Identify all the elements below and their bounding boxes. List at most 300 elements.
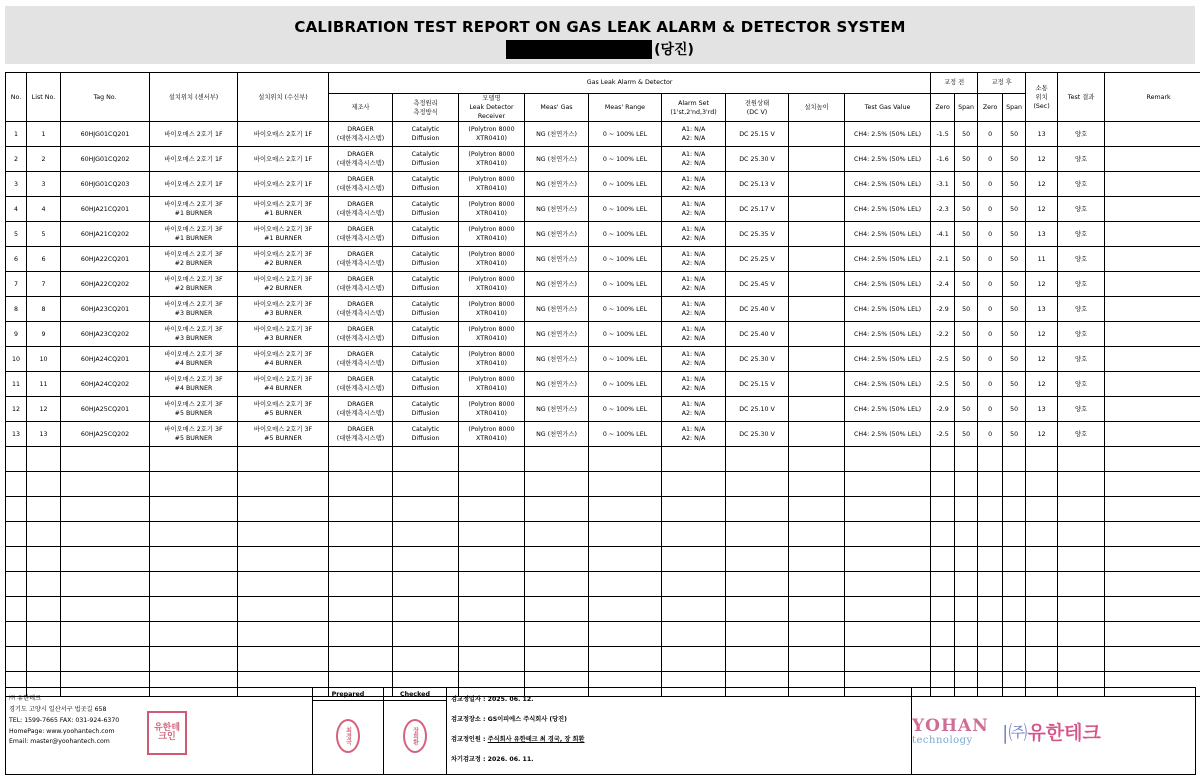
- calibration-table: [5, 72, 1200, 697]
- row-maker: [329, 222, 393, 247]
- header-test-result: Test 결과: [1058, 73, 1105, 122]
- calibration-personnel-names: 주식회사 유한테크 최 경국, 장 희환: [487, 736, 585, 743]
- empty-cell: [1058, 522, 1105, 547]
- empty-cell: [1058, 447, 1105, 472]
- row-alarm-set: [662, 197, 726, 222]
- redacted-block: [506, 40, 652, 59]
- row-after-span: 50: [1003, 272, 1026, 297]
- row-list-no: 3: [27, 172, 61, 197]
- row-install-height: [789, 322, 845, 347]
- row-method: [393, 222, 459, 247]
- empty-cell: [978, 522, 1003, 547]
- empty-cell: [329, 572, 393, 597]
- empty-table-row: [6, 597, 1200, 622]
- row-method-line2: Diffusion: [411, 210, 440, 218]
- row-before-span: 50: [955, 122, 978, 147]
- row-alarm-set: [662, 122, 726, 147]
- row-sensor-location-line2: #3 BURNER: [174, 335, 213, 343]
- row-sensor-location: [150, 222, 238, 247]
- empty-cell: [329, 547, 393, 572]
- row-alarm-set-line1: A1: N/A: [681, 251, 706, 259]
- empty-cell: [6, 472, 27, 497]
- row-alarm-set-line1: A1: N/A: [681, 301, 706, 309]
- row-maker-line1: DRAGER: [347, 176, 374, 184]
- row-model-line1: (Polytron 8000: [468, 276, 515, 284]
- header-model-line2: Leak Detector: [469, 104, 514, 112]
- logo-korean: 유한테크: [1027, 722, 1101, 744]
- row-maker-line2: (대한계측시스템): [336, 135, 385, 143]
- row-sensor-location-line2: #5 BURNER: [174, 410, 213, 418]
- header-model-line3: Receiver: [477, 113, 506, 121]
- row-maker-line1: DRAGER: [347, 426, 374, 434]
- row-after-zero: 0: [978, 372, 1003, 397]
- row-list-no: 11: [27, 372, 61, 397]
- empty-cell: [329, 472, 393, 497]
- empty-cell: [27, 547, 61, 572]
- row-alarm-set-line1: A1: N/A: [681, 151, 706, 159]
- row-before-span: 50: [955, 172, 978, 197]
- row-before-zero: -1.5: [931, 122, 955, 147]
- empty-table-row: [6, 447, 1200, 472]
- row-test-gas: CH4: 2.5% (50% LEL): [845, 172, 931, 197]
- empty-cell: [955, 547, 978, 572]
- row-method-line2: Diffusion: [411, 410, 440, 418]
- row-receiver-location: [238, 222, 329, 247]
- row-test-result: 양호: [1058, 322, 1105, 347]
- header-list-no: List No.: [27, 73, 61, 122]
- empty-cell: [1058, 647, 1105, 672]
- row-alarm-set-line2: A2: N/A: [681, 385, 706, 393]
- table-row: [6, 172, 1200, 197]
- row-tag-no: 60HJA23CQ202: [61, 322, 150, 347]
- row-tag-no: 60HJG01CQ202: [61, 147, 150, 172]
- empty-cell: [726, 447, 789, 472]
- empty-cell: [27, 522, 61, 547]
- empty-cell: [1105, 472, 1200, 497]
- empty-cell: [6, 597, 27, 622]
- row-receiver-location: [238, 147, 329, 172]
- row-after-span: 50: [1003, 322, 1026, 347]
- row-before-zero: -2.5: [931, 372, 955, 397]
- row-sensor-location-line1: 바이오매스 2호기 3F: [164, 301, 223, 309]
- empty-cell: [978, 472, 1003, 497]
- row-maker: [329, 122, 393, 147]
- empty-cell: [61, 497, 150, 522]
- checked-label: Checked: [384, 688, 446, 701]
- row-model: [459, 397, 525, 422]
- row-meas-gas: NG (천연가스): [525, 122, 589, 147]
- calibration-info: [447, 688, 912, 775]
- row-receiver-location-line1: 바이오매스 2호기 1F: [253, 130, 313, 138]
- empty-cell: [1058, 472, 1105, 497]
- row-receiver-location: [238, 347, 329, 372]
- row-test-gas: CH4: 2.5% (50% LEL): [845, 397, 931, 422]
- empty-cell: [459, 572, 525, 597]
- empty-cell: [525, 522, 589, 547]
- row-maker-line2: (대한계측시스템): [336, 210, 385, 218]
- row-remark: [1105, 272, 1200, 297]
- header-power-line2: (DC V): [746, 108, 768, 116]
- row-maker-line2: (대한계측시스템): [336, 385, 385, 393]
- row-after-zero: 0: [978, 297, 1003, 322]
- header-response-line1: 소통: [1035, 84, 1048, 92]
- empty-cell: [27, 572, 61, 597]
- row-list-no: 13: [27, 422, 61, 447]
- row-meas-range: 0 ~ 100% LEL: [589, 397, 662, 422]
- row-before-zero: -2.5: [931, 347, 955, 372]
- row-method: [393, 122, 459, 147]
- empty-cell: [1058, 497, 1105, 522]
- row-model-line1: (Polytron 8000: [468, 351, 515, 359]
- row-alarm-set-line1: A1: N/A: [681, 376, 706, 384]
- row-before-span: 50: [955, 422, 978, 447]
- row-test-gas: CH4: 2.5% (50% LEL): [845, 222, 931, 247]
- empty-table-row: [6, 497, 1200, 522]
- empty-cell: [393, 522, 459, 547]
- site-suffix: (당진): [654, 42, 694, 58]
- header-power: [726, 94, 789, 122]
- row-alarm-set-line2: A2: N/A: [681, 360, 706, 368]
- row-alarm-set-line1: A1: N/A: [681, 401, 706, 409]
- row-model-line1: (Polytron 8000: [468, 301, 515, 309]
- empty-cell: [789, 572, 845, 597]
- empty-cell: [61, 472, 150, 497]
- checked-cell: [384, 688, 447, 775]
- row-model-line2: XTR0410): [476, 335, 507, 343]
- empty-cell: [329, 447, 393, 472]
- empty-cell: [955, 572, 978, 597]
- row-receiver-location: [238, 422, 329, 447]
- row-list-no: 9: [27, 322, 61, 347]
- empty-cell: [978, 647, 1003, 672]
- empty-cell: [726, 647, 789, 672]
- empty-cell: [978, 622, 1003, 647]
- empty-cell: [6, 547, 27, 572]
- empty-cell: [238, 597, 329, 622]
- row-method-line2: Diffusion: [411, 285, 440, 293]
- row-after-zero: 0: [978, 322, 1003, 347]
- row-model-line2: XTR0410): [476, 235, 507, 243]
- empty-cell: [662, 597, 726, 622]
- row-model: [459, 222, 525, 247]
- row-method-line1: Catalytic: [411, 251, 440, 259]
- row-sensor-location-line1: 바이오매스 2호기 3F: [164, 376, 223, 384]
- row-list-no: 6: [27, 247, 61, 272]
- yohan-logo: [912, 718, 989, 746]
- empty-cell: [789, 547, 845, 572]
- empty-cell: [393, 647, 459, 672]
- row-method-line2: Diffusion: [411, 385, 440, 393]
- empty-cell: [662, 622, 726, 647]
- empty-cell: [1003, 647, 1026, 672]
- row-response: 12: [1026, 147, 1058, 172]
- row-test-gas: CH4: 2.5% (50% LEL): [845, 122, 931, 147]
- row-after-span: 50: [1003, 247, 1026, 272]
- row-power: DC 25.35 V: [726, 222, 789, 247]
- header-after-cal: 교정 후: [978, 73, 1026, 94]
- empty-cell: [61, 522, 150, 547]
- row-alarm-set-line2: A2: N/A: [681, 335, 706, 343]
- row-remark: [1105, 172, 1200, 197]
- row-before-zero: -2.2: [931, 322, 955, 347]
- row-model-line1: (Polytron 8000: [468, 201, 515, 209]
- calibration-personnel: [451, 734, 911, 754]
- table-row: [6, 222, 1200, 247]
- empty-cell: [1058, 597, 1105, 622]
- row-model-line2: XTR0410): [476, 310, 507, 318]
- empty-cell: [238, 547, 329, 572]
- calibration-personnel-label: 검교정인원 :: [451, 736, 488, 743]
- row-install-height: [789, 172, 845, 197]
- row-before-span: 50: [955, 272, 978, 297]
- row-meas-range: 0 ~ 100% LEL: [589, 322, 662, 347]
- row-list-no: 8: [27, 297, 61, 322]
- row-alarm-set-line1: A1: N/A: [681, 276, 706, 284]
- header-after-span: Span: [1003, 94, 1026, 122]
- row-sensor-location-line1: 바이오매스 2호기 1F: [164, 155, 223, 163]
- empty-cell: [1105, 622, 1200, 647]
- row-sensor-location-line1: 바이오매스 2호기 3F: [164, 351, 223, 359]
- row-tag-no: 60HJA23CQ201: [61, 297, 150, 322]
- row-model-line1: (Polytron 8000: [468, 226, 515, 234]
- row-list-no: 1: [27, 122, 61, 147]
- row-maker-line1: DRAGER: [347, 401, 374, 409]
- row-receiver-location: [238, 372, 329, 397]
- empty-cell: [27, 472, 61, 497]
- row-alarm-set-line1: A1: N/A: [681, 226, 706, 234]
- row-maker-line2: (대한계측시스템): [336, 410, 385, 418]
- row-maker: [329, 297, 393, 322]
- empty-cell: [662, 647, 726, 672]
- empty-cell: [589, 647, 662, 672]
- row-remark: [1105, 222, 1200, 247]
- row-no: 13: [6, 422, 27, 447]
- row-power: DC 25.15 V: [726, 122, 789, 147]
- row-meas-range: 0 ~ 100% LEL: [589, 172, 662, 197]
- table-row: [6, 422, 1200, 447]
- row-meas-gas: NG (천연가스): [525, 372, 589, 397]
- row-no: 3: [6, 172, 27, 197]
- row-meas-range: 0 ~ 100% LEL: [589, 272, 662, 297]
- row-alarm-set-line2: A2: N/A: [681, 210, 706, 218]
- header-before-zero: Zero: [931, 94, 955, 122]
- next-calibration-date: 차기검교정 : 2026. 06. 11.: [451, 756, 534, 763]
- empty-cell: [238, 647, 329, 672]
- empty-cell: [1026, 547, 1058, 572]
- row-sensor-location: [150, 122, 238, 147]
- row-model-line2: XTR0410): [476, 385, 507, 393]
- row-receiver-location-line2: #1 BURNER: [264, 210, 302, 218]
- row-meas-range: 0 ~ 100% LEL: [589, 122, 662, 147]
- row-sensor-location-line1: 바이오매스 2호기 3F: [164, 276, 223, 284]
- row-meas-gas: NG (천연가스): [525, 347, 589, 372]
- row-before-zero: -3.1: [931, 172, 955, 197]
- row-test-result: 양호: [1058, 122, 1105, 147]
- row-before-zero: -2.4: [931, 272, 955, 297]
- row-sensor-location: [150, 172, 238, 197]
- row-list-no: 7: [27, 272, 61, 297]
- header-meas-gas: Meas' Gas: [525, 94, 589, 122]
- row-no: 10: [6, 347, 27, 372]
- row-receiver-location-line2: #3 BURNER: [264, 335, 302, 343]
- empty-cell: [726, 522, 789, 547]
- empty-cell: [525, 622, 589, 647]
- prepared-label: Prepared: [313, 688, 383, 701]
- row-alarm-set: [662, 272, 726, 297]
- empty-cell: [393, 572, 459, 597]
- row-receiver-location: [238, 122, 329, 147]
- row-alarm-set-line2: A2: N/A: [681, 135, 706, 143]
- row-tag-no: 60HJG01CQ203: [61, 172, 150, 197]
- row-remark: [1105, 397, 1200, 422]
- empty-cell: [955, 597, 978, 622]
- empty-cell: [459, 547, 525, 572]
- row-maker-line1: DRAGER: [347, 301, 374, 309]
- empty-cell: [789, 472, 845, 497]
- empty-cell: [589, 447, 662, 472]
- header-power-line1: 전원상태: [744, 99, 770, 107]
- empty-cell: [238, 622, 329, 647]
- row-model-line1: (Polytron 8000: [468, 151, 515, 159]
- row-receiver-location: [238, 322, 329, 347]
- row-after-span: 50: [1003, 122, 1026, 147]
- empty-cell: [978, 497, 1003, 522]
- empty-cell: [1003, 572, 1026, 597]
- empty-cell: [726, 597, 789, 622]
- row-receiver-location-line2: #5 BURNER: [264, 410, 302, 418]
- row-model-line1: (Polytron 8000: [468, 176, 515, 184]
- empty-cell: [6, 622, 27, 647]
- row-test-gas: CH4: 2.5% (50% LEL): [845, 272, 931, 297]
- row-receiver-location-line2: #1 BURNER: [264, 235, 302, 243]
- row-alarm-set-line1: A1: N/A: [681, 126, 706, 134]
- empty-cell: [845, 622, 931, 647]
- empty-cell: [931, 597, 955, 622]
- empty-cell: [845, 597, 931, 622]
- row-model: [459, 322, 525, 347]
- row-alarm-set-line2: A2: N/A: [681, 410, 706, 418]
- row-maker-line1: DRAGER: [347, 226, 374, 234]
- row-sensor-location: [150, 397, 238, 422]
- row-sensor-location-line2: #2 BURNER: [174, 260, 213, 268]
- company-stamp-icon: 유한테크인: [147, 711, 187, 755]
- row-install-height: [789, 422, 845, 447]
- empty-cell: [329, 497, 393, 522]
- header-alarm-line2: (1'st,2'nd,3'rd): [670, 108, 717, 116]
- row-receiver-location: [238, 172, 329, 197]
- empty-cell: [238, 522, 329, 547]
- row-before-zero: -2.5: [931, 422, 955, 447]
- row-power: DC 25.30 V: [726, 147, 789, 172]
- row-alarm-set: [662, 372, 726, 397]
- header-method: [393, 94, 459, 122]
- row-power: DC 25.15 V: [726, 372, 789, 397]
- company-homepage: HomePage: www.yoohantech.com: [9, 727, 115, 735]
- empty-cell: [1003, 497, 1026, 522]
- empty-cell: [589, 497, 662, 522]
- empty-cell: [393, 622, 459, 647]
- empty-cell: [27, 622, 61, 647]
- row-after-zero: 0: [978, 397, 1003, 422]
- row-alarm-set: [662, 247, 726, 272]
- row-test-gas: CH4: 2.5% (50% LEL): [845, 297, 931, 322]
- header-alarm-line1: Alarm Set: [678, 99, 709, 107]
- row-method-line1: Catalytic: [411, 226, 440, 234]
- header-receiver-location: 설치위치 (수신부): [238, 73, 329, 122]
- row-before-span: 50: [955, 322, 978, 347]
- row-install-height: [789, 247, 845, 272]
- row-maker: [329, 322, 393, 347]
- row-maker: [329, 272, 393, 297]
- empty-table-row: [6, 547, 1200, 572]
- row-model: [459, 347, 525, 372]
- row-install-height: [789, 297, 845, 322]
- empty-cell: [6, 497, 27, 522]
- row-method-line1: Catalytic: [411, 201, 440, 209]
- empty-cell: [1003, 447, 1026, 472]
- empty-cell: [393, 497, 459, 522]
- row-model-line1: (Polytron 8000: [468, 426, 515, 434]
- row-receiver-location: [238, 197, 329, 222]
- empty-cell: [459, 472, 525, 497]
- empty-cell: [845, 647, 931, 672]
- row-alarm-set-line2: A2: N/A: [681, 185, 706, 193]
- empty-cell: [61, 547, 150, 572]
- row-sensor-location: [150, 347, 238, 372]
- row-sensor-location-line1: 바이오매스 2호기 3F: [164, 251, 223, 259]
- empty-cell: [1026, 622, 1058, 647]
- header-model-line1: 모델명: [482, 95, 501, 102]
- empty-cell: [150, 472, 238, 497]
- header-install-height: 설치높이: [789, 94, 845, 122]
- row-remark: [1105, 422, 1200, 447]
- row-method-line1: Catalytic: [411, 126, 440, 134]
- row-method: [393, 272, 459, 297]
- row-maker-line2: (대한계측시스템): [336, 235, 385, 243]
- empty-cell: [589, 597, 662, 622]
- empty-cell: [1026, 497, 1058, 522]
- row-receiver-location-line2: #4 BURNER: [264, 360, 302, 368]
- row-before-zero: -2.9: [931, 397, 955, 422]
- row-test-gas: CH4: 2.5% (50% LEL): [845, 422, 931, 447]
- row-method-line2: Diffusion: [411, 160, 440, 168]
- row-test-gas: CH4: 2.5% (50% LEL): [845, 247, 931, 272]
- empty-cell: [329, 522, 393, 547]
- row-receiver-location-line2: #3 BURNER: [264, 310, 302, 318]
- row-install-height: [789, 197, 845, 222]
- empty-cell: [1026, 522, 1058, 547]
- row-maker-line1: DRAGER: [347, 251, 374, 259]
- empty-cell: [955, 622, 978, 647]
- empty-table-row: [6, 647, 1200, 672]
- row-install-height: [789, 397, 845, 422]
- row-meas-range: 0 ~ 100% LEL: [589, 147, 662, 172]
- empty-cell: [589, 547, 662, 572]
- row-alarm-set-line2: A2: N/A: [681, 160, 706, 168]
- row-receiver-location-line2: #2 BURNER: [264, 260, 302, 268]
- empty-cell: [6, 647, 27, 672]
- empty-cell: [27, 647, 61, 672]
- row-model-line2: XTR0410): [476, 285, 507, 293]
- row-list-no: 10: [27, 347, 61, 372]
- empty-cell: [1058, 622, 1105, 647]
- row-test-result: 양호: [1058, 272, 1105, 297]
- row-sensor-location-line1: 바이오매스 2호기 3F: [164, 201, 223, 209]
- row-method: [393, 372, 459, 397]
- row-method: [393, 397, 459, 422]
- row-maker-line2: (대한계측시스템): [336, 310, 385, 318]
- row-alarm-set-line2: A2: N/A: [681, 235, 706, 243]
